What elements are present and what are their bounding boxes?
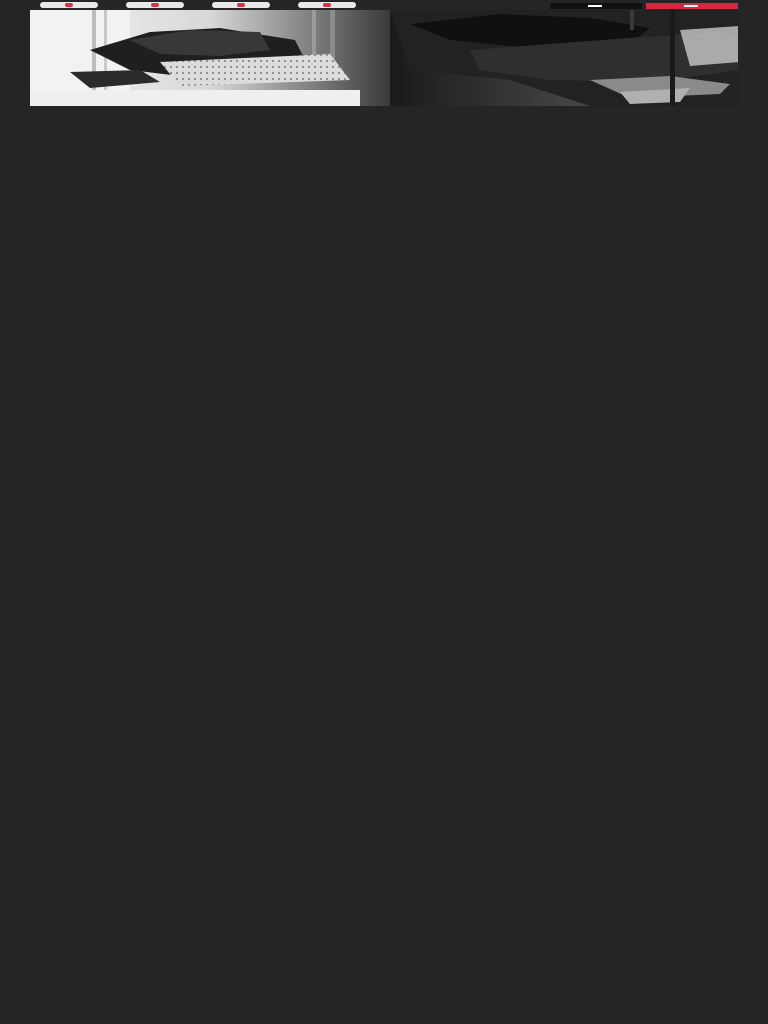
previous-chapter-button[interactable] (550, 3, 642, 9)
bookmark-icon (323, 3, 331, 7)
next-chapter-button[interactable] (646, 3, 738, 9)
home-icon (65, 3, 73, 7)
bookmark-button[interactable] (298, 2, 356, 8)
menu-button[interactable] (40, 2, 98, 8)
arrow-left-icon (588, 5, 602, 7)
settings-icon (151, 3, 159, 7)
chapter-list-button[interactable] (212, 2, 270, 8)
reader-toolbar (0, 0, 768, 10)
chapter-list-icon (237, 3, 245, 7)
chapter-content (30, 10, 738, 1024)
settings-button[interactable] (126, 2, 184, 8)
arrow-right-icon (684, 5, 698, 7)
chapter-illustration-image (30, 10, 738, 106)
